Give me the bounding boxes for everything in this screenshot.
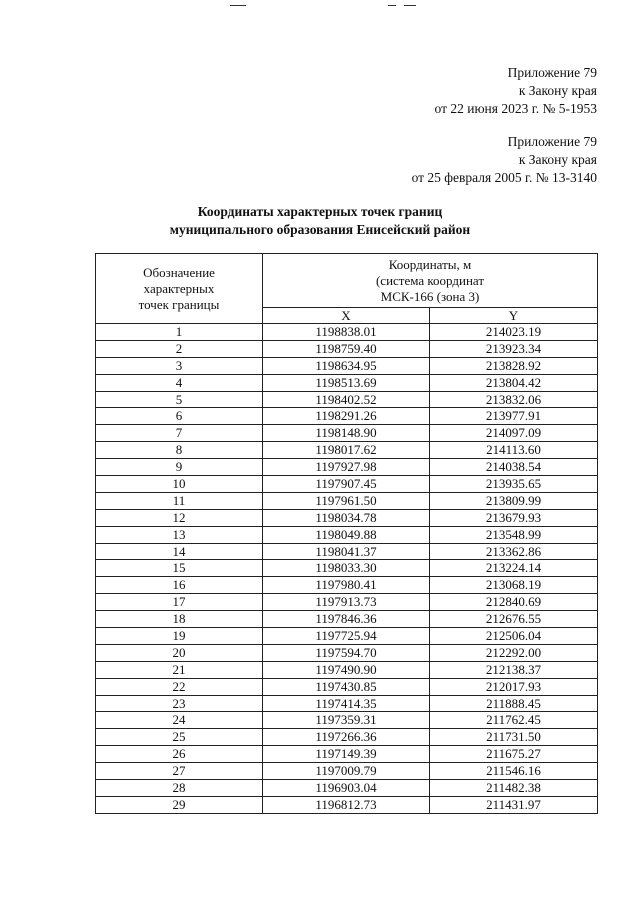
table-row (96, 594, 598, 611)
header-text: точек границы (138, 296, 220, 312)
y-coordinate-cell: 212138.37 (430, 661, 598, 678)
coordinates-header (263, 254, 598, 308)
y-coordinate-cell: 213068.19 (430, 577, 598, 594)
table-row (96, 509, 598, 526)
point-number-cell: 14 (96, 543, 263, 560)
table-row (96, 374, 598, 391)
point-number-cell: 16 (96, 577, 263, 594)
point-number-cell: 11 (96, 492, 263, 509)
point-number-cell: 2 (96, 340, 263, 357)
y-coordinate-cell: 211431.97 (430, 796, 598, 813)
table-row (96, 746, 598, 763)
point-number-cell: 21 (96, 661, 263, 678)
x-coordinate-cell: 1197266.36 (263, 729, 430, 746)
annex-law-reference: к Закону края (518, 83, 597, 98)
y-coordinate-cell: 211546.16 (430, 763, 598, 780)
y-coordinate-cell: 214023.19 (430, 324, 598, 341)
y-coordinate-cell: 213935.65 (430, 476, 598, 493)
point-number-cell: 28 (96, 780, 263, 797)
y-coordinate-cell: 211762.45 (430, 712, 598, 729)
table-row (96, 695, 598, 712)
y-coordinate-cell: 212506.04 (430, 628, 598, 645)
document-title-line: Координаты характерных точек границ (197, 204, 443, 219)
x-coordinate-cell: 1197907.45 (263, 476, 430, 493)
point-label-header (96, 254, 263, 324)
point-number-cell: 12 (96, 509, 263, 526)
table-row (96, 560, 598, 577)
y-coordinate-cell: 213832.06 (430, 391, 598, 408)
y-coordinate-cell: 214113.60 (430, 442, 598, 459)
point-number-cell: 22 (96, 678, 263, 695)
x-coordinate-cell: 1196812.73 (263, 796, 430, 813)
x-coordinate-cell: 1198017.62 (263, 442, 430, 459)
x-coordinate-cell: 1197725.94 (263, 628, 430, 645)
table-row (96, 780, 598, 797)
x-coordinate-cell: 1198838.01 (263, 324, 430, 341)
point-number-cell: 18 (96, 611, 263, 628)
scan-mark (230, 5, 246, 6)
table-row (96, 644, 598, 661)
point-number-cell: 23 (96, 695, 263, 712)
point-number-cell: 9 (96, 459, 263, 476)
y-coordinate-cell: 212017.93 (430, 678, 598, 695)
table-row (96, 678, 598, 695)
table-row (96, 763, 598, 780)
table-row (96, 628, 598, 645)
x-coordinate-cell: 1197414.35 (263, 695, 430, 712)
point-number-cell: 7 (96, 425, 263, 442)
x-coordinate-cell: 1198148.90 (263, 425, 430, 442)
y-coordinate-cell: 213362.86 (430, 543, 598, 560)
annex-current-reference (435, 64, 597, 118)
table-row (96, 543, 598, 560)
x-coordinate-cell: 1198402.52 (263, 391, 430, 408)
x-coordinate-cell: 1197961.50 (263, 492, 430, 509)
y-coordinate-cell: 211675.27 (430, 746, 598, 763)
annex-law-date: от 22 июня 2023 г. № 5-1953 (434, 101, 597, 116)
table-row (96, 476, 598, 493)
x-coordinate-cell: 1198759.40 (263, 340, 430, 357)
table-row (96, 796, 598, 813)
y-coordinate-cell: 211482.38 (430, 780, 598, 797)
table-row (96, 661, 598, 678)
y-coordinate-cell: 212676.55 (430, 611, 598, 628)
annex-original-reference (412, 133, 597, 187)
y-coordinate-cell: 212840.69 (430, 594, 598, 611)
table-row (96, 442, 598, 459)
annex-number: Приложение 79 (507, 134, 597, 149)
x-coordinate-cell: 1198041.37 (263, 543, 430, 560)
point-number-cell: 17 (96, 594, 263, 611)
x-coordinate-cell: 1197149.39 (263, 746, 430, 763)
x-coordinate-cell: 1196903.04 (263, 780, 430, 797)
table-row (96, 577, 598, 594)
y-coordinate-cell: 213809.99 (430, 492, 598, 509)
x-coordinate-cell: 1197009.79 (263, 763, 430, 780)
x-coordinate-cell: 1197846.36 (263, 611, 430, 628)
y-coordinate-cell: 213804.42 (430, 374, 598, 391)
point-number-cell: 20 (96, 644, 263, 661)
x-coordinate-cell: 1197927.98 (263, 459, 430, 476)
point-number-cell: 10 (96, 476, 263, 493)
table-row (96, 408, 598, 425)
table-row (96, 611, 598, 628)
document-title-line: муниципального образования Енисейский район (169, 222, 471, 237)
header-text: МСК-166 (зона 3) (380, 288, 480, 304)
table-row (96, 324, 598, 341)
scan-mark (388, 5, 396, 6)
y-coordinate-cell: 214038.54 (430, 459, 598, 476)
table-row (96, 391, 598, 408)
point-number-cell: 27 (96, 763, 263, 780)
y-coordinate-cell: 211731.50 (430, 729, 598, 746)
point-number-cell: 29 (96, 796, 263, 813)
header-text: характерных (143, 280, 215, 296)
y-coordinate-cell: 211888.45 (430, 695, 598, 712)
point-number-cell: 26 (96, 746, 263, 763)
y-coordinate-cell: 213679.93 (430, 509, 598, 526)
scan-mark (404, 5, 416, 6)
x-coordinate-cell: 1198033.30 (263, 560, 430, 577)
header-text: (система координат (375, 272, 485, 288)
point-number-cell: 4 (96, 374, 263, 391)
table-row (96, 425, 598, 442)
point-number-cell: 5 (96, 391, 263, 408)
table-row (96, 340, 598, 357)
x-column-header: X (263, 308, 430, 324)
x-coordinate-cell: 1197980.41 (263, 577, 430, 594)
y-coordinate-cell: 213224.14 (430, 560, 598, 577)
x-coordinate-cell: 1197594.70 (263, 644, 430, 661)
annex-law-reference: к Закону края (518, 152, 597, 167)
point-number-cell: 25 (96, 729, 263, 746)
x-coordinate-cell: 1198049.88 (263, 526, 430, 543)
table-row (96, 712, 598, 729)
y-coordinate-cell: 213923.34 (430, 340, 598, 357)
x-coordinate-cell: 1197430.85 (263, 678, 430, 695)
y-coordinate-cell: 214097.09 (430, 425, 598, 442)
table-row (96, 526, 598, 543)
x-coordinate-cell: 1198291.26 (263, 408, 430, 425)
point-number-cell: 13 (96, 526, 263, 543)
point-number-cell: 19 (96, 628, 263, 645)
y-coordinate-cell: 213828.92 (430, 357, 598, 374)
x-coordinate-cell: 1198634.95 (263, 357, 430, 374)
y-coordinate-cell: 212292.00 (430, 644, 598, 661)
x-coordinate-cell: 1197490.90 (263, 661, 430, 678)
x-coordinate-cell: 1198034.78 (263, 509, 430, 526)
header-text: Обозначение (143, 264, 215, 280)
point-number-cell: 8 (96, 442, 263, 459)
annex-law-date: от 25 февраля 2005 г. № 13-3140 (411, 170, 597, 185)
x-coordinate-cell: 1197913.73 (263, 594, 430, 611)
point-number-cell: 15 (96, 560, 263, 577)
point-number-cell: 3 (96, 357, 263, 374)
point-number-cell: 1 (96, 324, 263, 341)
coordinates-table (95, 253, 598, 814)
table-row (96, 729, 598, 746)
y-column-header: Y (430, 308, 598, 324)
coordinates-table-body (96, 324, 598, 814)
y-coordinate-cell: 213548.99 (430, 526, 598, 543)
table-row (96, 492, 598, 509)
document-title (0, 203, 640, 239)
point-number-cell: 24 (96, 712, 263, 729)
table-row (96, 357, 598, 374)
point-number-cell: 6 (96, 408, 263, 425)
y-coordinate-cell: 213977.91 (430, 408, 598, 425)
annex-number: Приложение 79 (507, 65, 597, 80)
x-coordinate-cell: 1198513.69 (263, 374, 430, 391)
table-row (96, 459, 598, 476)
header-text: Координаты, м (388, 256, 472, 272)
x-coordinate-cell: 1197359.31 (263, 712, 430, 729)
